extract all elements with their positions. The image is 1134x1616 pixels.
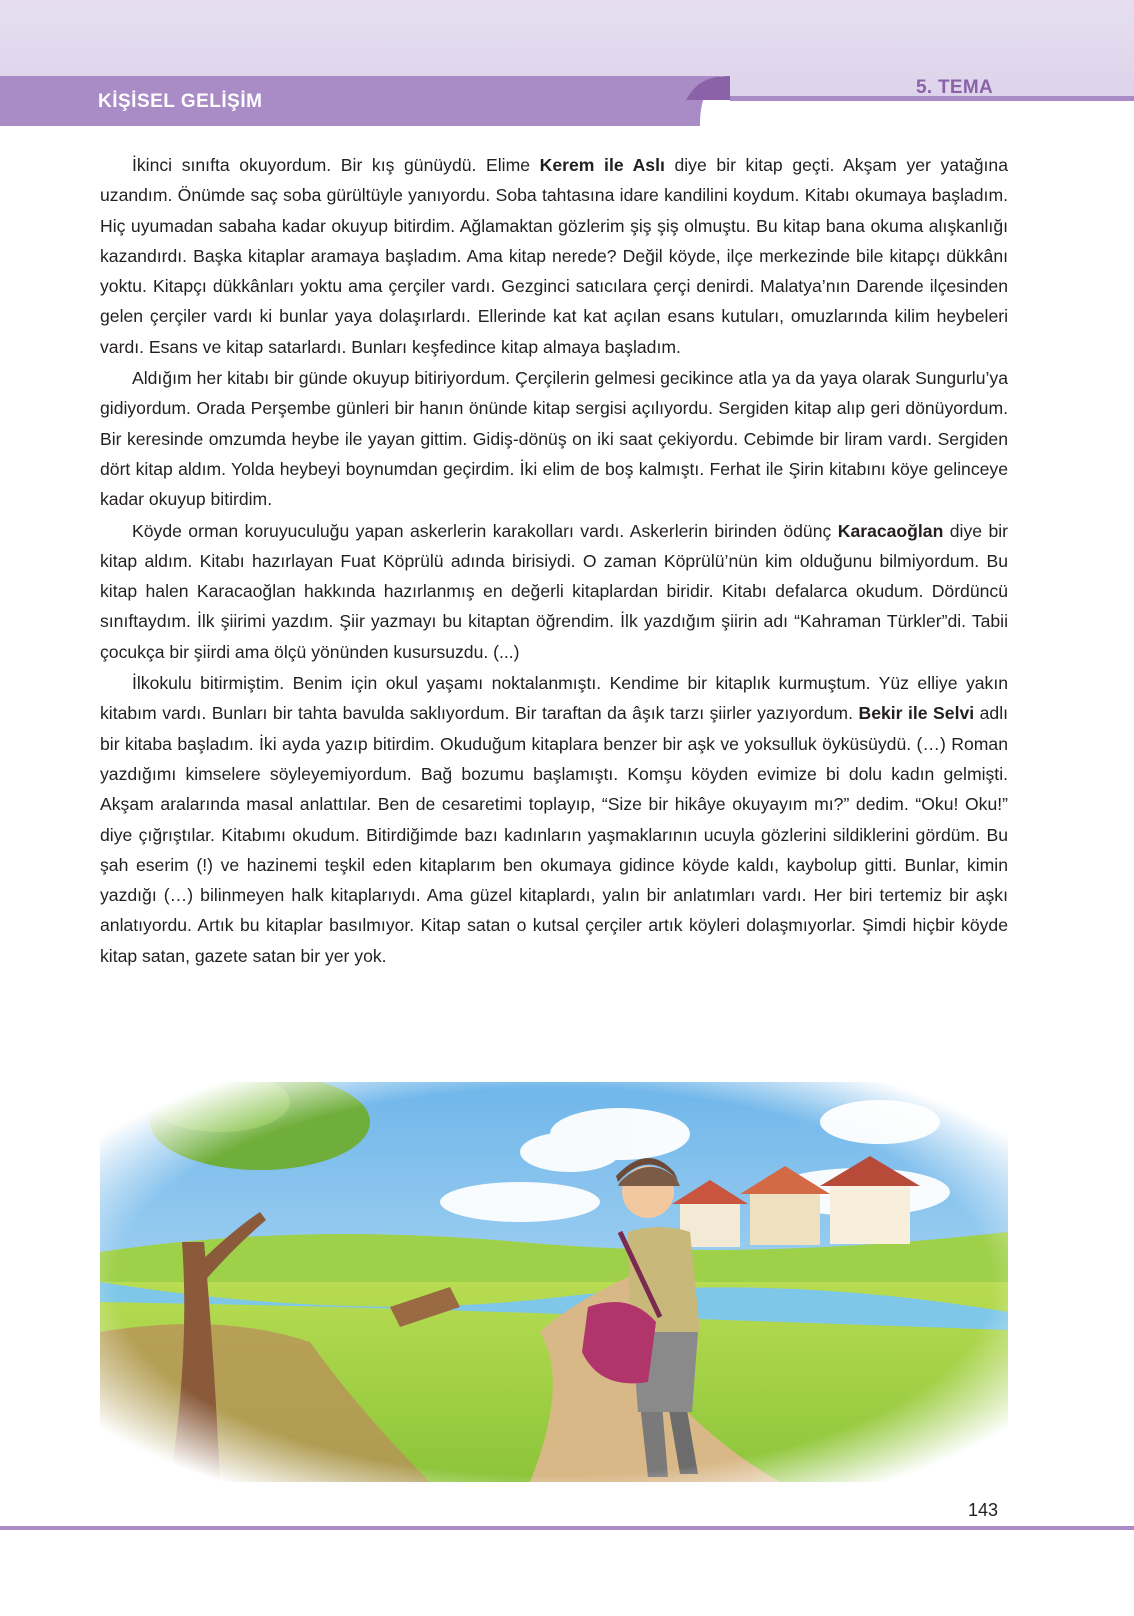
text-run: adlı bir kitaba başladım. İki ayda yazıp bitirdim. Okuduğum kitaplara benzer bir aşk ve yoksulluk öyküsüydü. (…) Roman yazdığımı kimselere söyleyemiyordum. Bağ bozumu başlamıştı. Komşu köyden evimize bi dolu kadın gelmişti. Akşam aralarında masal anlattılar. Ben de cesaretimi toplayıp, “Size bir hikâye okuyayım mı?” dedim. “Oku! Oku!” diye çığrıştılar. Kitabımı okudum. Bitirdiğimde bazı kadınların yaşmaklarının ucuyla gözlerini sildiklerini gördüm. Bu şah eserim (!) ve hazinemi teşkil eden kitaplarım ben okumaya gidince köyde kaldı, kaybolup gitti. Bunlar, kimin yazdığı (…) bilinmeyen halk kitaplarıydı. Ama güzel kitaplardı, yalın bir anlatımları vardı. Her biri tertemiz bir aşkı anlatıyordu. Artık bu kitaplar basılmıyor. Kitap satan o kutsal çerçiler artık köyleri dolaşmıyorlar. Şimdi hiçbir köyde kitap satan, gazete satan bir yer yok. [100, 703, 1008, 966]
header-banner [0, 0, 1134, 140]
text-run: İkinci sınıfta okuyordum. Bir kış günüydü. Elime [132, 155, 540, 175]
bold-title-run: Bekir ile Selvi [858, 703, 975, 724]
theme-label: 5. TEMA [916, 77, 994, 98]
bold-title-run: Karacaoğlan [837, 520, 944, 541]
footer-rule [0, 1526, 1134, 1530]
page-number: 143 [968, 1500, 999, 1520]
text-run: diye bir kitap aldım. Kitabı hazırlayan Fuat Köprülü adında birisiydi. O zaman Köprülü’nün kim olduğunu bilmiyordum. Bu kitap halen Karacaoğlan hakkında hazırlanmış en değerli kitaplardan biridir. Kitabı defalarca okudum. Dördüncü sınıftaydım. İlk şiirimi yazdım. Şiir yazmayı bu kitaptan öğrendim. İlk yazdığım şiirin adı “Kahraman Türkler”di. Tabii çocukça bir şiirdi ama ölçü yönünden kusursuzdu. (...) [100, 520, 1009, 662]
text-run: Köyde orman koruyuculuğu yapan askerlerin karakolları vardı. Askerlerin birinden ödünç [132, 520, 838, 541]
village-road-illustration [100, 1082, 1008, 1482]
paragraph-4 [100, 668, 1008, 971]
text-run: İlkokulu bitirmiştim. Benim için okul yaşamı noktalanmıştı. Kendime bir kitaplık kurmuştum. Yüz elliye yakın kitabım vardı. Bunları bir tahta bavulda saklıyordum. Bir taraftan da âşık tarzı şiirler yazıyordum. [100, 673, 1008, 724]
paragraph-1 [100, 150, 1008, 362]
paragraph-3 [100, 516, 1008, 667]
bold-title-run: Kerem ile Aslı [539, 155, 665, 175]
paragraph-2 [100, 363, 1008, 514]
section-title: KİŞİSEL GELİŞİM [98, 91, 263, 112]
text-run: Aldığım her kitabı bir günde okuyup bitiriyordum. Çerçilerin gelmesi gecikince atla ya da yaya olarak Sungurlu’ya gidiyordum. Orada Perşembe günleri bir hanın önünde kitap sergisi açılıyordu. Sergiden kitap alıp geri dönüyordum. Bir keresinde omzumda heybe ile yayan gittim. Gidiş-dönüş on iki saat çekiyordu. Cebimde bir liram vardı. Sergiden dört kitap aldım. Yolda heybeyi boynumdan geçirdim. İki elim de boş kalmıştı. Ferhat ile Şirin kitabını köye gelinceye kadar okuyup bitirdim. [100, 368, 1008, 510]
story-text [100, 150, 1008, 972]
text-run: diye bir kitap geçti. Akşam yer yatağına uzandım. Önümde saç soba gürültüyle yanıyordu. Soba tahtasına idare kandilini koydum. Kitabı okumaya başladım. Hiç uyumadan sabaha kadar okuyup bitirdim. Ağlamaktan gözlerim şiş şiş olmuştu. Bu kitap bana okuma alışkanlığı kazandırdı. Başka kitaplar aramaya başladım. Ama kitap nerede? Değil köyde, ilçe merkezinde bile kitapçı dükkânı yoktu. Kitapçı dükkânları yoktu ama çerçiler vardı. Gezginci satıcılara çerçi denirdi. Malatya’nın Darende ilçesinden gelen çerçiler vardı ki bunlar yaya dolaşırlardı. Ellerinde kat kat açılan esans kutuları, omuzlarında kilim heybeleri vardı. Esans ve kitap satarlardı. Bunları keşfedince kitap almaya başladım. [100, 155, 1009, 357]
